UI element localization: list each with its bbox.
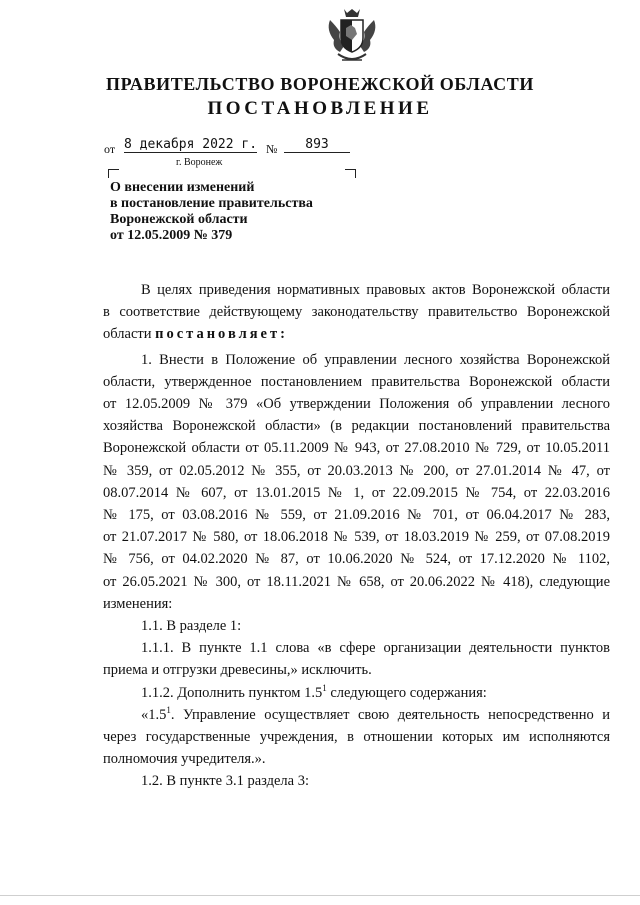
paragraph-line: от 21.07.2017 № 580, от 18.06.2018 № 539, от 18.03.2019 № 259, от 07.08.2019 [103, 529, 610, 546]
clause-1-1-1-line: приема и отгрузки древесины,» исключить. [103, 662, 372, 679]
paragraph-line: № 359, от 02.05.2012 № 355, от 20.03.2013 № 200, от 27.01.2014 № 47, от [103, 462, 610, 479]
paragraph-line: № 175, от 03.08.2016 № 559, от 21.09.2016 № 701, от 06.04.2017 № 283, [103, 507, 610, 524]
government-title: ПРАВИТЕЛЬСТВО ВОРОНЕЖСКОЙ ОБЛАСТИ [106, 74, 534, 94]
left-corner-mark [108, 169, 119, 178]
paragraph-line: Воронежской области от 05.11.2009 № 943, от 27.08.2010 № 729, от 10.05.2011 [103, 440, 610, 457]
paragraph-line: от 12.05.2009 № 379 «Об утверждении Положения об управлении лесного [103, 396, 610, 413]
page-edge [0, 895, 640, 896]
clause-1-2: 1.2. В пункте 3.1 раздела 3: [141, 773, 309, 790]
quote-line: через государственные учреждения, в отношении которых им исполняются [103, 729, 610, 746]
preamble-end-text: области [103, 326, 152, 343]
clause-1-1: 1.1. В разделе 1: [141, 618, 242, 635]
paragraph-line: 1. Внести в Положение об управлении лесного хозяйства Воронежской [141, 351, 610, 368]
document-date: 8 декабря 2022 г. [124, 137, 258, 152]
subject-line: в постановление правительства [110, 196, 313, 211]
clause-1-1-2 [103, 682, 610, 704]
quote-line [103, 704, 610, 726]
document-type: ПОСТАНОВЛЕНИЕ [207, 98, 433, 119]
document-body [103, 279, 610, 793]
quote-text: . Управление осуществляет свою деятельность непосредственно и [170, 706, 610, 723]
city: г. Воронеж [176, 157, 223, 168]
right-corner-mark [345, 169, 356, 178]
subject-line: от 12.05.2009 № 379 [110, 228, 233, 243]
preamble-end [103, 323, 610, 345]
decree-word: постановляет: [155, 326, 288, 343]
number-prefix: № [266, 142, 278, 156]
quote-text: «1.5 [141, 706, 167, 723]
clause-1-1-2-text: следующего содержания: [326, 684, 487, 701]
coat-of-arms-icon [326, 6, 378, 68]
paragraph-line: хозяйства Воронежской области» (в редакции постановлений правительства [103, 418, 610, 435]
document-number: 893 [284, 137, 350, 153]
document-subject [110, 180, 313, 244]
paragraph-line: изменения: [103, 595, 173, 612]
clause-1-1-1-line: 1.1.1. В пункте 1.1 слова «в сфере организации деятельности пунктов [141, 640, 610, 657]
paragraph-line: области, утвержденное постановлением правительства Воронежской области [103, 373, 610, 390]
clause-1-1-2-text: 1.1.2. Дополнить пунктом 1.5 [141, 684, 323, 701]
paragraph-line: от 26.05.2021 № 300, от 18.11.2021 № 658, от 20.06.2022 № 418), следующие [103, 573, 610, 590]
paragraph-line: 08.07.2014 № 607, от 13.01.2015 № 1, от 22.09.2015 № 754, от 22.03.2016 [103, 484, 610, 501]
quote-line: полномочия учредителя.». [103, 751, 266, 768]
paragraph-1 [103, 349, 610, 615]
paragraph-line: № 756, от 04.02.2020 № 87, от 10.06.2020 № 524, от 17.12.2020 № 1102, [103, 551, 610, 568]
preamble-line: в соответствие действующему законодательству правительство Воронежской [103, 304, 610, 321]
superscript: 1 [322, 682, 327, 693]
subject-line: Воронежской области [110, 212, 248, 227]
date-prefix: от [104, 142, 116, 156]
subject-line: О внесении изменений [110, 180, 255, 195]
preamble-line: В целях приведения нормативных правовых актов Воронежской области [141, 282, 610, 298]
superscript: 1 [166, 705, 171, 716]
